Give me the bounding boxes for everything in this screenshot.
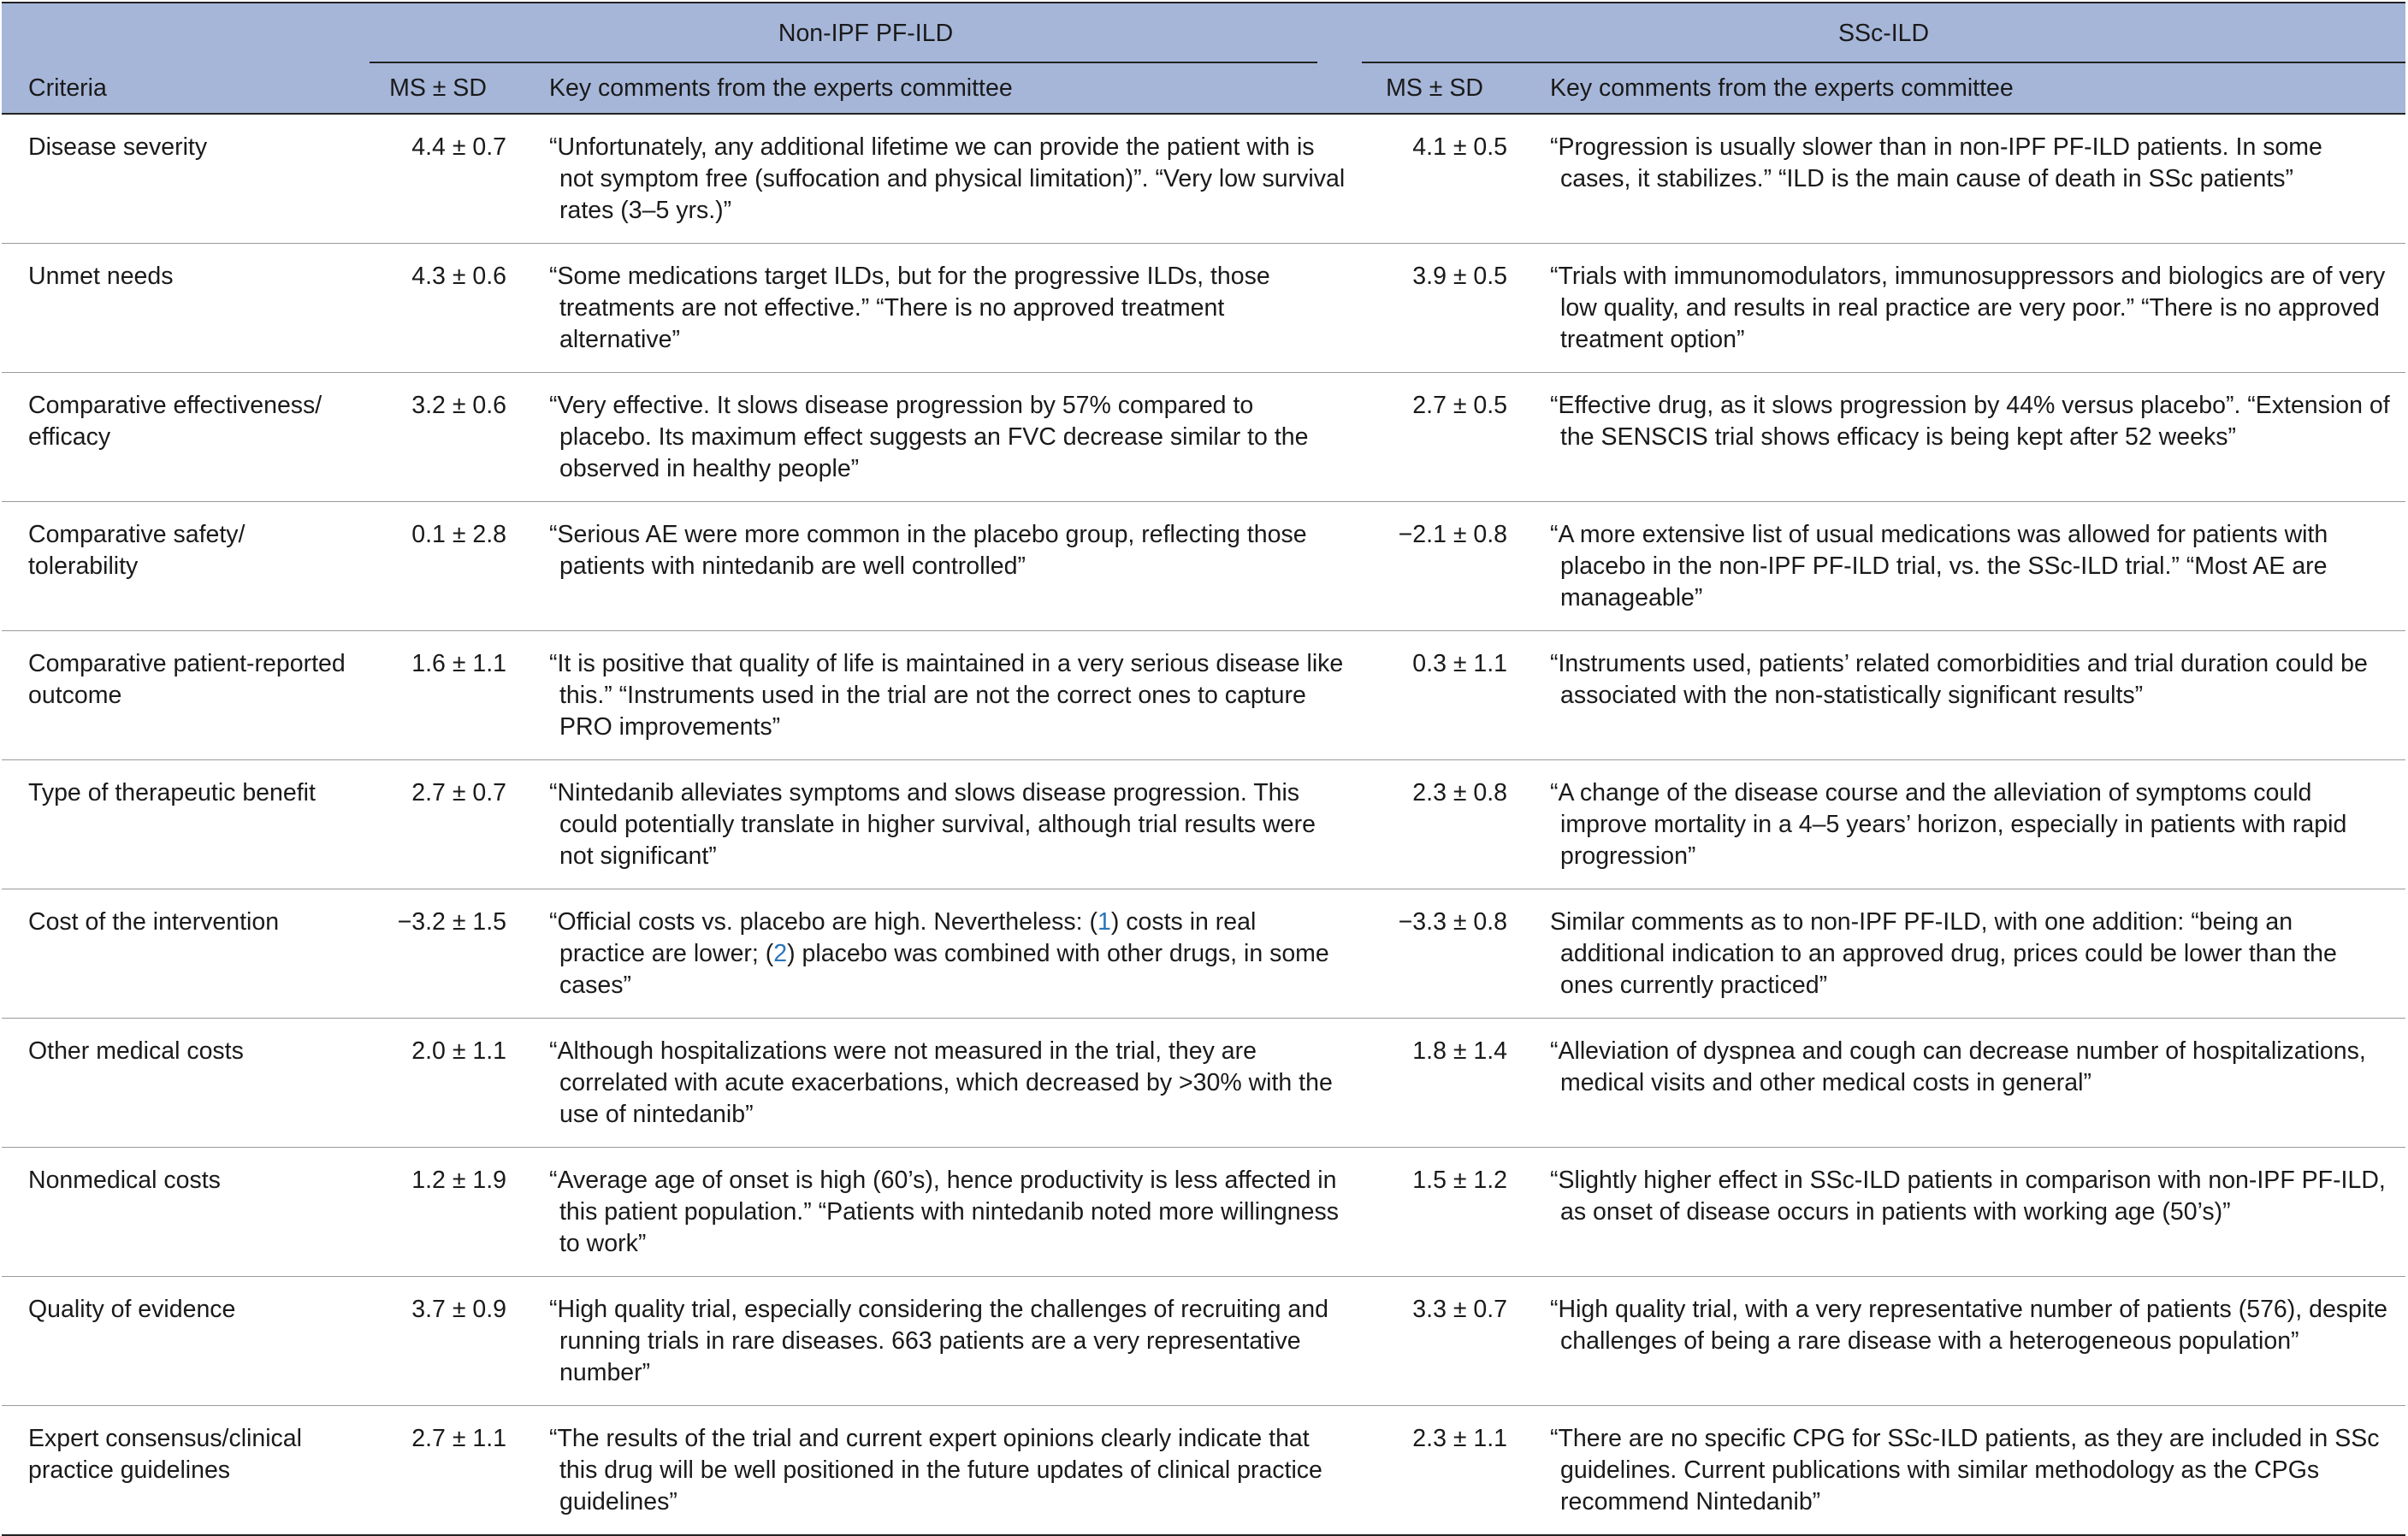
comment-cell-1 <box>506 1406 1362 1536</box>
ms-sd-cell-1: 3.7 ± 0.9 <box>411 1296 506 1323</box>
criteria-cell: Comparative patient-reported outcome <box>28 650 346 709</box>
criteria-cell: Unmet needs <box>28 263 174 290</box>
comment-cell-1 <box>506 373 1362 502</box>
comment-cell-2 <box>1507 631 2405 760</box>
comment-cell-2 <box>1507 373 2405 502</box>
comment-text: “Some medications target ILDs, but for the progressive ILDs, those treatments are not effective.” “There is no approved treatment alternative” <box>549 263 1270 353</box>
comment-text: “Effective drug, as it slows progression by 44% versus placebo”. “Extension of the SENSCIS trial shows efficacy is being kept after 52 weeks” <box>1550 392 2390 451</box>
comment-cell-2 <box>1507 760 2405 889</box>
comment-cell-2 <box>1507 1148 2405 1277</box>
ms-sd-cell-2: 1.5 ± 1.2 <box>1412 1167 1508 1194</box>
ms-sd-cell-2: 2.3 ± 1.1 <box>1412 1425 1508 1452</box>
table-header <box>2 3 2405 114</box>
header-group-non-ipf <box>370 3 1362 63</box>
comment-text-part: ) costs in real practice are lower; ( <box>559 908 1257 967</box>
comment-text-part: “Official costs vs. placebo are high. Nevertheless: ( <box>549 908 1098 936</box>
comment-cell-1 <box>506 760 1362 889</box>
comment-cell-1 <box>506 114 1362 244</box>
comment-text: “Trials with immunomodulators, immunosuppressors and biologics are of very low quality, and results in real practice are very poor.” “There is no approved treatment option” <box>1550 263 2386 353</box>
criteria-cell: Type of therapeutic benefit <box>28 779 316 806</box>
comment-text: “Although hospitalizations were not measured in the trial, they are correlated with acute exacerbations, which decreased by >30% with the use of nintedanib” <box>549 1037 1333 1128</box>
comment-text: “High quality trial, especially considering the challenges of recruiting and running trials in rare diseases. 663 patients are a very representative number” <box>549 1296 1328 1386</box>
table-row <box>2 114 2405 244</box>
comment-text: “Very effective. It slows disease progression by 57% compared to placebo. Its maximum effect suggests an FVC decrease similar to the observed in healthy people” <box>549 392 1309 482</box>
header-group-ssc <box>1362 3 2405 63</box>
comment-text: “Progression is usually slower than in non-IPF PF-ILD patients. In some cases, it stabilizes.” “ILD is the main cause of death in SSc patients” <box>1550 133 2322 192</box>
comment-text: “A change of the disease course and the alleviation of symptoms could improve mortality in a 4–5 years’ horizon, especially in patients with rapid progression” <box>1550 779 2347 870</box>
ms-sd-cell-2: 3.3 ± 0.7 <box>1412 1296 1508 1323</box>
col-header-ms-sd-1: MS ± SD <box>389 74 487 102</box>
comment-text-part: ) placebo was combined with other drugs, in some cases” <box>559 940 1329 999</box>
criteria-cell: Nonmedical costs <box>28 1167 221 1194</box>
ms-sd-cell-2: 2.7 ± 0.5 <box>1412 392 1508 419</box>
ms-sd-cell-2: 2.3 ± 0.8 <box>1412 779 1508 806</box>
comment-cell-1 <box>506 1019 1362 1148</box>
comment-cell-2 <box>1507 244 2405 373</box>
ms-sd-cell-2: 4.1 ± 0.5 <box>1412 133 1508 161</box>
ms-sd-cell-1: 2.7 ± 1.1 <box>411 1425 506 1452</box>
ms-sd-cell-1: 2.7 ± 0.7 <box>411 779 506 806</box>
comment-cell-1 <box>506 631 1362 760</box>
header-group-row <box>2 3 2405 63</box>
comment-cell-2 <box>1507 1406 2405 1536</box>
table-row <box>2 889 2405 1019</box>
header-group-rule <box>370 62 1317 63</box>
criteria-cell: Disease severity <box>28 133 208 161</box>
ms-sd-cell-2: 1.8 ± 1.4 <box>1412 1037 1508 1065</box>
comment-cell-1 <box>506 502 1362 631</box>
ms-sd-cell-2: 3.9 ± 0.5 <box>1412 263 1508 290</box>
table-row <box>2 244 2405 373</box>
comment-text: “Alleviation of dyspnea and cough can decrease number of hospitalizations, medical visits and other medical costs in general” <box>1550 1037 2366 1096</box>
header-group-ssc-label: SSc-ILD <box>1837 19 1930 47</box>
table-row <box>2 1277 2405 1406</box>
ms-sd-cell-2: 0.3 ± 1.1 <box>1412 650 1508 677</box>
comment-text: “The results of the trial and current expert opinions clearly indicate that this drug will be well positioned in the future updates of clinical practice guidelines” <box>549 1425 1322 1515</box>
comment-cell-2 <box>1507 114 2405 244</box>
ms-sd-cell-1: 4.4 ± 0.7 <box>411 133 506 161</box>
table-row <box>2 373 2405 502</box>
table-row <box>2 1019 2405 1148</box>
comment-cell-2 <box>1507 889 2405 1019</box>
ms-sd-cell-2: −3.3 ± 0.8 <box>1398 908 1508 936</box>
ms-sd-cell-1: 3.2 ± 0.6 <box>411 392 506 419</box>
table-row <box>2 1148 2405 1277</box>
comment-text: “It is positive that quality of life is maintained in a very serious disease like this.” “Instruments used in the trial are not the correct ones to capture PRO improvements” <box>549 650 1344 741</box>
ms-sd-cell-1: 2.0 ± 1.1 <box>411 1037 506 1065</box>
ms-sd-cell-1: 1.6 ± 1.1 <box>411 650 506 677</box>
table-row <box>2 502 2405 631</box>
table-row <box>2 1406 2405 1536</box>
col-header-comments-2: Key comments from the experts committee <box>1550 74 2014 102</box>
ms-sd-cell-1: −3.2 ± 1.5 <box>397 908 506 936</box>
criteria-cell: Expert consensus/clinical practice guidelines <box>28 1425 302 1484</box>
comment-cell-1 <box>506 1148 1362 1277</box>
col-header-ms-sd-2: MS ± SD <box>1386 74 1483 102</box>
reference-link-1[interactable]: 1 <box>1098 908 1111 936</box>
comment-text: “High quality trial, with a very representative number of patients (576), despite challenges of being a rare disease with a heterogeneous population” <box>1550 1296 2387 1355</box>
ms-sd-cell-1: 0.1 ± 2.8 <box>411 521 506 548</box>
criteria-cell: Cost of the intervention <box>28 908 280 936</box>
header-group-non-ipf-label: Non-IPF PF-ILD <box>778 19 954 47</box>
ms-sd-cell-1: 1.2 ± 1.9 <box>411 1167 506 1194</box>
criteria-cell: Comparative safety/ tolerability <box>28 521 246 580</box>
comment-text: “Nintedanib alleviates symptoms and slows disease progression. This could potentially translate in higher survival, although trial results were not significant” <box>549 779 1316 870</box>
header-column-row <box>2 63 2405 114</box>
criteria-cell: Quality of evidence <box>28 1296 236 1323</box>
ms-sd-cell-2: −2.1 ± 0.8 <box>1398 521 1508 548</box>
ms-sd-cell-1: 4.3 ± 0.6 <box>411 263 506 290</box>
criteria-cell: Other medical costs <box>28 1037 244 1065</box>
criteria-table <box>2 2 2405 1536</box>
col-header-comments-1: Key comments from the experts committee <box>549 74 1013 102</box>
col-header-criteria: Criteria <box>28 74 107 102</box>
header-spacer <box>2 3 370 63</box>
comment-cell-1 <box>506 1277 1362 1406</box>
comment-text: “Unfortunately, any additional lifetime we can provide the patient with is not symptom free (suffocation and physical limitation)”. “Very low survival rates (3–5 yrs.)” <box>549 133 1346 224</box>
comment-text: “Serious AE were more common in the placebo group, reflecting those patients with nintedanib are well controlled” <box>549 521 1307 580</box>
comment-cell-2 <box>1507 502 2405 631</box>
table-body <box>2 114 2405 1535</box>
comment-text: “There are no specific CPG for SSc-ILD patients, as they are included in SSc guidelines. Current publications with similar methodology as the CPGs recommend Nintedanib” <box>1550 1425 2380 1515</box>
reference-link-2[interactable]: 2 <box>773 940 788 967</box>
comment-text: “Instruments used, patients’ related comorbidities and trial duration could be associated with the non-statistically significant results” <box>1550 650 2368 709</box>
criteria-cell: Comparative effectiveness/ efficacy <box>28 392 322 451</box>
comment-text: “Average age of onset is high (60’s), hence productivity is less affected in this patient population.” “Patients with nintedanib noted more willingness to work” <box>549 1167 1339 1257</box>
table-container <box>2 2 2405 1536</box>
table-row <box>2 631 2405 760</box>
comment-text: “Slightly higher effect in SSc-ILD patients in comparison with non-IPF PF-ILD, as onset of disease occurs in patients with working age (50’s)” <box>1550 1167 2386 1226</box>
table-row <box>2 760 2405 889</box>
comment-text: “A more extensive list of usual medications was allowed for patients with placebo in the non-IPF PF-ILD trial, vs. the SSc-ILD trial.” “Most AE are manageable” <box>1550 521 2328 611</box>
comment-cell-1 <box>506 244 1362 373</box>
comment-text: Similar comments as to non-IPF PF-ILD, with one addition: “being an additional indication to an approved drug, prices could be lower than the ones currently practiced” <box>1550 908 2337 999</box>
comment-cell-2 <box>1507 1019 2405 1148</box>
comment-text <box>549 907 1346 1001</box>
comment-cell-1 <box>506 889 1362 1019</box>
comment-cell-2 <box>1507 1277 2405 1406</box>
header-group-rule <box>1362 62 2405 63</box>
